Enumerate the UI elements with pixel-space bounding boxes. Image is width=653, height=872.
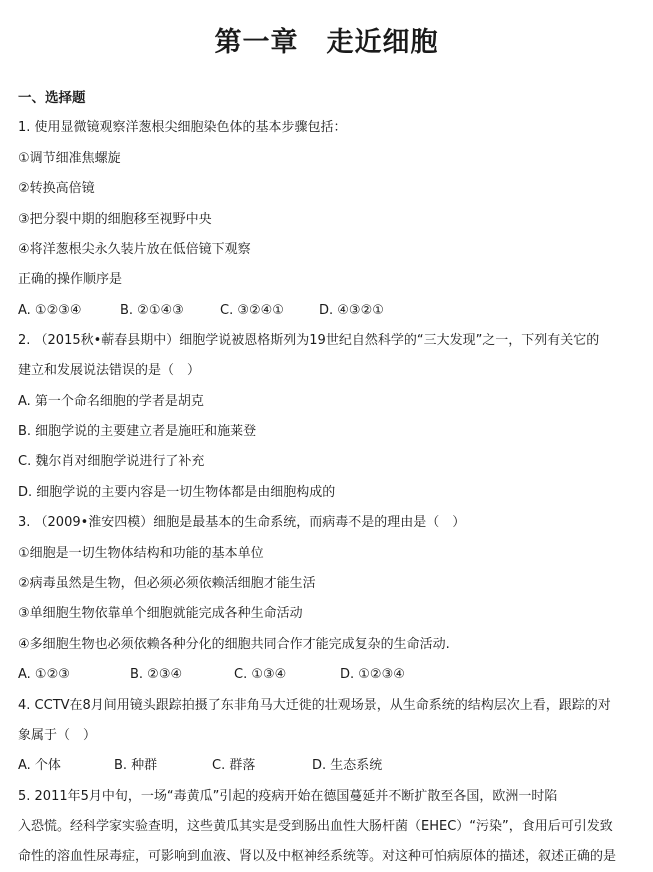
q2-stem: 2. （2015秋•蕲春县期中）细胞学说被恩格斯列为19世纪自然科学的“三大发现”之一，下列有关它的: [18, 333, 600, 348]
option-a: A. 个体: [18, 758, 61, 773]
q1-prompt: 正确的操作顺序是: [18, 272, 123, 287]
option-d: D. 生态系统: [312, 758, 383, 773]
q4-stem: 象属于（ ）: [18, 728, 97, 743]
option-a: A. ①②③: [18, 667, 70, 682]
q3-reason: ①细胞是一切生物体结构和功能的基本单位: [18, 546, 264, 561]
q2-option-b: B. 细胞学说的主要建立者是施旺和施莱登: [18, 424, 257, 439]
q2-option-d: D. 细胞学说的主要内容是一切生物体都是由细胞构成的: [18, 485, 336, 500]
option-c: C. ①③④: [234, 667, 287, 682]
option-c: C. 群落: [212, 758, 256, 773]
option-d: D. ①②③④: [340, 667, 405, 682]
option-c: C. ③②④①: [220, 303, 284, 318]
option-b: B. ②③④: [130, 667, 183, 682]
q1-step: ②转换高倍镜: [18, 181, 95, 196]
q5-stem: 命性的溶血性尿毒症，可影响到血液、肾以及中枢神经系统等。对这种可怕病原体的描述，叙述正确的是: [18, 849, 617, 864]
q3-reason: ④多细胞生物也必须依赖各种分化的细胞共同合作才能完成复杂的生命活动.: [18, 637, 450, 652]
q2-stem: 建立和发展说法错误的是（ ）: [18, 363, 201, 378]
q2-option-a: A. 第一个命名细胞的学者是胡克: [18, 394, 204, 409]
q3-reason: ②病毒虽然是生物，但必须必须依赖活细胞才能生活: [18, 576, 316, 591]
q4-stem: 4. CCTV在8月间用镜头跟踪拍摄了东非角马大迁徙的壮观场景，从生命系统的结构层次上看，跟踪的对: [18, 698, 611, 713]
option-a: A. ①②③④: [18, 303, 82, 318]
q1-stem: 1. 使用显微镜观察洋葱根尖细胞染色体的基本步骤包括：: [18, 120, 347, 135]
q5-stem: 入恐慌。经科学家实验查明，这些黄瓜其实是受到肠出血性大肠杆菌（EHEC）“污染”，食用后可引发致: [18, 819, 613, 834]
chapter-title: 第一章 走近细胞: [214, 27, 439, 58]
option-b: B. 种群: [114, 758, 158, 773]
option-d: D. ④③②①: [319, 303, 384, 318]
q3-stem: 3. （2009•淮安四模）细胞是最基本的生命系统，而病毒不是的理由是（ ）: [18, 515, 466, 530]
q4-options: [18, 757, 382, 775]
section-heading: 一、选择题: [18, 90, 86, 106]
q5-stem: 5. 2011年5月中旬，一场“毒黄瓜”引起的疫病开始在德国蔓延并不断扩散至各国，欧洲一时陷: [18, 789, 558, 804]
option-b: B. ②①④③: [120, 303, 184, 318]
q1-step: ①调节细准焦螺旋: [18, 151, 121, 166]
q1-options: [18, 302, 384, 320]
q3-options: [18, 666, 405, 684]
q1-step: ③把分裂中期的细胞移至视野中央: [18, 212, 212, 227]
q2-option-c: C. 魏尔肖对细胞学说进行了补充: [18, 454, 205, 469]
q3-reason: ③单细胞生物依靠单个细胞就能完成各种生命活动: [18, 606, 303, 621]
q1-step: ④将洋葱根尖永久装片放在低倍镜下观察: [18, 242, 251, 257]
